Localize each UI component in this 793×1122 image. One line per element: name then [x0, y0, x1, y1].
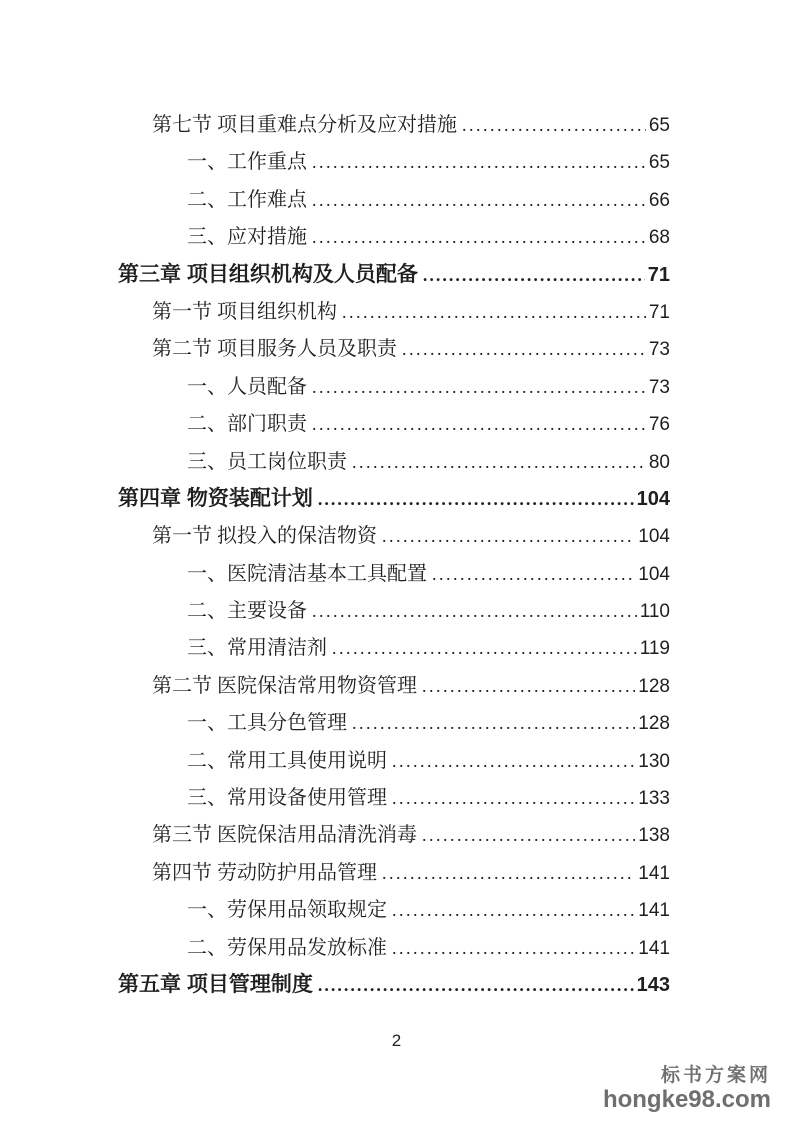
toc-leader-dots [318, 973, 634, 997]
watermark-site-url: hongke98.com [602, 1085, 771, 1113]
table-of-contents [118, 101, 670, 998]
toc-entry-label: 第四章 物资装配计划 [118, 486, 313, 510]
toc-entry [118, 849, 670, 886]
toc-leader-dots [392, 787, 635, 810]
toc-entry [118, 774, 670, 811]
toc-entry [118, 924, 670, 961]
toc-entry [118, 550, 670, 587]
toc-entry-label: 一、工具分色管理 [187, 712, 347, 735]
toc-page-number: 80 [648, 451, 670, 473]
toc-entry [118, 961, 670, 998]
toc-page-number: 141 [638, 862, 670, 884]
toc-page-number: 128 [638, 675, 670, 697]
toc-entry [118, 587, 670, 624]
toc-entry-label: 三、员工岗位职责 [187, 450, 347, 473]
toc-leader-dots [352, 712, 635, 735]
toc-leader-dots [312, 600, 637, 623]
toc-leader-dots [312, 189, 646, 212]
toc-leader-dots [382, 525, 635, 548]
toc-leader-dots [423, 263, 645, 287]
toc-entry-label: 三、常用清洁剂 [187, 637, 327, 660]
toc-entry [118, 325, 670, 362]
toc-entry-label: 第二节 医院保洁常用物资管理 [152, 674, 417, 697]
toc-page-number: 71 [647, 263, 670, 286]
page-number: 2 [391, 1031, 402, 1050]
toc-entry [118, 886, 670, 923]
toc-leader-dots [312, 226, 646, 249]
toc-entry [118, 662, 670, 699]
toc-entry [118, 288, 670, 325]
toc-entry-label: 二、劳保用品发放标准 [187, 936, 387, 959]
toc-leader-dots [422, 675, 635, 698]
toc-entry-label: 二、部门职责 [187, 413, 307, 436]
toc-entry-label: 第四节 劳动防护用品管理 [152, 861, 377, 884]
toc-page-number: 138 [638, 825, 670, 847]
toc-page-number: 66 [648, 189, 670, 211]
toc-entry-label: 一、医院清洁基本工具配置 [187, 562, 427, 585]
toc-entry-label: 二、工作难点 [187, 188, 307, 211]
toc-entry [118, 213, 670, 250]
toc-entry [118, 101, 670, 138]
toc-leader-dots [392, 899, 635, 922]
toc-leader-dots [342, 301, 646, 324]
toc-entry [118, 624, 670, 661]
toc-leader-dots [318, 487, 634, 511]
toc-entry [118, 737, 670, 774]
toc-entry [118, 699, 670, 736]
toc-entry-label: 二、主要设备 [187, 600, 307, 623]
toc-page-number: 110 [639, 601, 670, 623]
toc-entry-label: 三、应对措施 [187, 226, 307, 249]
toc-entry-label: 第七节 项目重难点分析及应对措施 [152, 114, 457, 136]
toc-entry [118, 251, 670, 288]
toc-leader-dots [402, 338, 646, 361]
toc-entry-label: 一、劳保用品领取规定 [187, 899, 387, 922]
toc-leader-dots [312, 151, 646, 174]
toc-entry-label: 一、人员配备 [187, 375, 307, 398]
toc-page-number: 141 [638, 937, 670, 959]
toc-page-number: 73 [648, 339, 670, 361]
toc-entry-label: 一、工作重点 [187, 151, 307, 174]
toc-entry-label: 第五章 项目管理制度 [118, 972, 313, 996]
toc-entry-label: 第二节 项目服务人员及职责 [152, 338, 397, 361]
toc-entry [118, 363, 670, 400]
toc-entry [118, 811, 670, 848]
toc-leader-dots [352, 451, 646, 474]
toc-leader-dots [422, 824, 635, 847]
toc-leader-dots [462, 114, 646, 137]
toc-entry [118, 176, 670, 213]
toc-page-number: 133 [638, 788, 670, 810]
toc-page-number: 68 [648, 227, 670, 249]
toc-page-number: 143 [636, 973, 670, 996]
watermark [603, 1066, 771, 1113]
toc-page-number: 73 [648, 376, 670, 398]
toc-entry-label: 三、常用设备使用管理 [187, 787, 387, 810]
toc-leader-dots [382, 862, 635, 885]
toc-entry [118, 438, 670, 475]
toc-entry-label: 第三章 项目组织机构及人员配备 [118, 262, 418, 286]
toc-entry-label: 第三节 医院保洁用品清洗消毒 [152, 824, 417, 847]
toc-page-number: 104 [638, 526, 670, 548]
toc-page-number: 71 [648, 301, 670, 323]
toc-entry-label: 二、常用工具使用说明 [187, 749, 387, 772]
toc-entry [118, 138, 670, 175]
toc-page-number: 76 [648, 414, 670, 436]
toc-leader-dots [392, 937, 635, 960]
toc-page-number: 130 [638, 750, 670, 772]
toc-entry [118, 512, 670, 549]
toc-leader-dots [332, 637, 637, 660]
toc-page-number: 128 [638, 713, 670, 735]
toc-entry [118, 475, 670, 512]
toc-page-number: 104 [638, 563, 670, 585]
toc-page-number: 65 [648, 152, 670, 174]
toc-leader-dots [312, 376, 646, 399]
watermark-site-name: 标书方案网 [660, 1064, 771, 1086]
toc-page-number: 141 [638, 900, 670, 922]
toc-entry [118, 400, 670, 437]
toc-page-number: 104 [636, 487, 670, 510]
toc-page-number: 65 [648, 115, 670, 136]
toc-page-number: 119 [639, 638, 670, 660]
toc-entry-label: 第一节 拟投入的保洁物资 [152, 525, 377, 548]
toc-entry-label: 第一节 项目组织机构 [152, 300, 337, 323]
toc-leader-dots [392, 750, 635, 773]
toc-leader-dots [312, 413, 646, 436]
toc-leader-dots [432, 563, 635, 586]
